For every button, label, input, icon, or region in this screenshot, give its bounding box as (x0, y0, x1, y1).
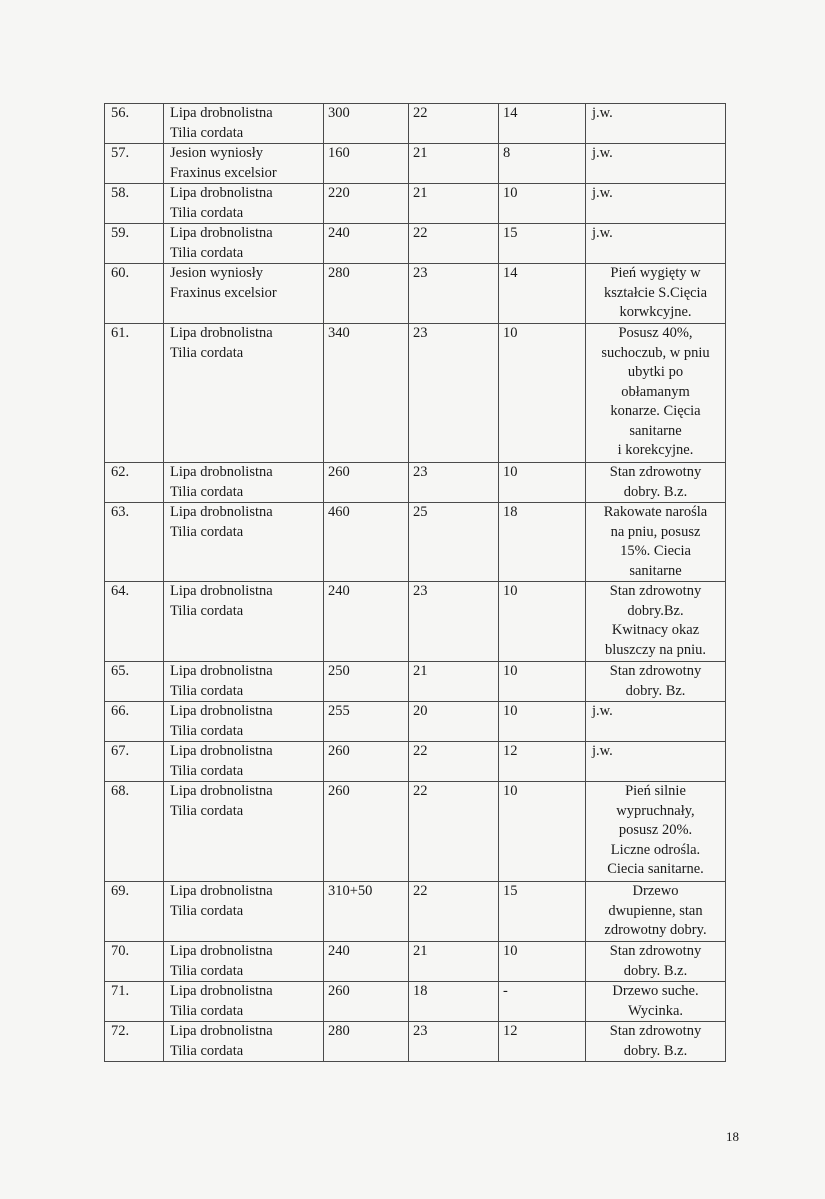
cell-value-1: 340 (324, 324, 409, 463)
note-line: wypruchnały, (616, 802, 695, 819)
table-row (105, 882, 726, 942)
species-latin-name: Tilia cordata (170, 483, 244, 500)
cell-value-3: 12 (499, 1022, 586, 1062)
cell-notes (586, 463, 726, 503)
cell-number: 58. (105, 184, 164, 224)
cell-species (164, 662, 324, 702)
cell-value-3: 10 (499, 324, 586, 463)
cell-value-3: 15 (499, 882, 586, 942)
note-line: j.w. (592, 185, 613, 201)
note-line: dobry. Bz. (625, 682, 686, 699)
table-row (105, 224, 726, 264)
species-polish-name: Lipa drobnolistna (170, 105, 273, 121)
species-latin-name: Fraxinus excelsior (170, 164, 277, 181)
note-line: Stan zdrowotny (609, 1023, 702, 1039)
cell-value-2: 22 (409, 742, 499, 782)
cell-species (164, 104, 324, 144)
cell-notes (586, 224, 726, 264)
cell-value-3: 18 (499, 503, 586, 582)
note-line: i korekcyjne. (617, 442, 694, 458)
note-line: Drzewo (632, 883, 679, 899)
note-line: j.w. (592, 225, 613, 241)
cell-notes (586, 1022, 726, 1062)
species-latin-name: Tilia cordata (170, 204, 244, 221)
cell-number: 66. (105, 702, 164, 742)
table-row (105, 104, 726, 144)
cell-species (164, 1022, 324, 1062)
cell-value-2: 23 (409, 582, 499, 662)
species-latin-name: Tilia cordata (170, 344, 244, 361)
note-line: j.w. (592, 145, 613, 161)
cell-notes (586, 782, 726, 882)
table-row (105, 782, 726, 882)
cell-value-3: 14 (499, 104, 586, 144)
table-row (105, 503, 726, 582)
note-line: dobry. B.z. (623, 1042, 688, 1059)
note-line: Ciecia sanitarne. (607, 861, 704, 877)
cell-notes (586, 324, 726, 463)
cell-species (164, 463, 324, 503)
cell-value-1: 310+50 (324, 882, 409, 942)
cell-value-2: 22 (409, 104, 499, 144)
cell-number: 69. (105, 882, 164, 942)
cell-species (164, 144, 324, 184)
species-latin-name: Tilia cordata (170, 244, 244, 261)
cell-value-1: 160 (324, 144, 409, 184)
cell-notes (586, 702, 726, 742)
species-polish-name: Lipa drobnolistna (170, 325, 273, 341)
cell-value-2: 23 (409, 1022, 499, 1062)
cell-number: 56. (105, 104, 164, 144)
cell-value-1: 280 (324, 1022, 409, 1062)
table-row (105, 662, 726, 702)
cell-number: 71. (105, 982, 164, 1022)
cell-value-2: 21 (409, 662, 499, 702)
cell-value-3: 10 (499, 582, 586, 662)
species-polish-name: Lipa drobnolistna (170, 943, 273, 959)
cell-value-1: 255 (324, 702, 409, 742)
species-polish-name: Lipa drobnolistna (170, 464, 273, 480)
note-line: Stan zdrowotny (609, 464, 702, 480)
note-line: j.w. (592, 703, 613, 719)
cell-species (164, 782, 324, 882)
cell-value-2: 21 (409, 144, 499, 184)
note-line: na pniu, posusz (610, 523, 701, 540)
cell-value-3: 15 (499, 224, 586, 264)
cell-species (164, 582, 324, 662)
cell-notes (586, 582, 726, 662)
table-row (105, 702, 726, 742)
table-row (105, 144, 726, 184)
note-line: sanitarne (629, 562, 682, 579)
note-line: dobry. B.z. (623, 962, 688, 979)
note-line: Wycinka. (627, 1002, 684, 1019)
cell-notes (586, 144, 726, 184)
cell-number: 63. (105, 503, 164, 582)
cell-value-1: 240 (324, 582, 409, 662)
cell-value-3: 10 (499, 702, 586, 742)
species-polish-name: Lipa drobnolistna (170, 504, 273, 520)
cell-value-3: 10 (499, 782, 586, 882)
table-row (105, 1022, 726, 1062)
cell-value-1: 260 (324, 782, 409, 882)
tree-inventory-table (104, 103, 726, 1062)
species-polish-name: Lipa drobnolistna (170, 983, 273, 999)
cell-species (164, 324, 324, 463)
cell-value-2: 21 (409, 942, 499, 982)
cell-species (164, 882, 324, 942)
cell-number: 68. (105, 782, 164, 882)
cell-value-1: 280 (324, 264, 409, 324)
cell-number: 67. (105, 742, 164, 782)
table-row (105, 742, 726, 782)
note-line: Posusz 40%, (618, 325, 693, 341)
species-polish-name: Jesion wyniosły (170, 265, 264, 281)
cell-value-1: 260 (324, 982, 409, 1022)
cell-notes (586, 104, 726, 144)
note-line: bluszczy na pniu. (604, 641, 707, 658)
cell-value-1: 260 (324, 742, 409, 782)
species-latin-name: Tilia cordata (170, 124, 244, 141)
species-latin-name: Tilia cordata (170, 1002, 244, 1019)
cell-value-2: 20 (409, 702, 499, 742)
species-polish-name: Jesion wyniosły (170, 145, 264, 161)
cell-value-3: - (499, 982, 586, 1022)
species-polish-name: Lipa drobnolistna (170, 743, 273, 759)
cell-species (164, 982, 324, 1022)
species-polish-name: Lipa drobnolistna (170, 1023, 273, 1039)
table-row (105, 463, 726, 503)
cell-value-3: 8 (499, 144, 586, 184)
species-latin-name: Tilia cordata (170, 1042, 244, 1059)
cell-value-1: 460 (324, 503, 409, 582)
note-line: 15%. Ciecia (620, 543, 691, 559)
cell-number: 57. (105, 144, 164, 184)
cell-value-1: 240 (324, 224, 409, 264)
species-latin-name: Tilia cordata (170, 902, 244, 919)
note-line: Pień silnie (625, 783, 686, 799)
cell-species (164, 184, 324, 224)
table-row (105, 582, 726, 662)
note-line: ubytki po (627, 364, 684, 380)
note-line: sanitarne (629, 422, 682, 439)
cell-value-3: 10 (499, 184, 586, 224)
note-line: Pień wygięty w (610, 265, 701, 281)
cell-species (164, 264, 324, 324)
table-row (105, 324, 726, 463)
table-row (105, 184, 726, 224)
cell-value-3: 10 (499, 942, 586, 982)
note-line: korwkcyjne. (619, 304, 692, 320)
cell-number: 59. (105, 224, 164, 264)
species-latin-name: Tilia cordata (170, 523, 244, 540)
species-polish-name: Lipa drobnolistna (170, 583, 273, 599)
cell-number: 72. (105, 1022, 164, 1062)
cell-value-3: 10 (499, 662, 586, 702)
cell-value-3: 14 (499, 264, 586, 324)
species-latin-name: Tilia cordata (170, 802, 244, 819)
cell-notes (586, 882, 726, 942)
table-row (105, 264, 726, 324)
cell-species (164, 942, 324, 982)
cell-value-2: 21 (409, 184, 499, 224)
cell-value-2: 25 (409, 503, 499, 582)
cell-value-2: 18 (409, 982, 499, 1022)
species-polish-name: Lipa drobnolistna (170, 225, 273, 241)
species-latin-name: Tilia cordata (170, 602, 244, 619)
cell-value-1: 220 (324, 184, 409, 224)
note-line: posusz 20%. (618, 822, 693, 838)
species-latin-name: Fraxinus excelsior (170, 284, 277, 301)
cell-notes (586, 264, 726, 324)
cell-value-1: 240 (324, 942, 409, 982)
note-line: Stan zdrowotny (609, 583, 702, 599)
cell-value-3: 10 (499, 463, 586, 503)
cell-notes (586, 942, 726, 982)
note-line: j.w. (592, 105, 613, 121)
note-line: Kwitnacy okaz (611, 622, 700, 638)
cell-species (164, 702, 324, 742)
cell-notes (586, 184, 726, 224)
cell-value-2: 22 (409, 224, 499, 264)
cell-notes (586, 662, 726, 702)
species-polish-name: Lipa drobnolistna (170, 783, 273, 799)
cell-value-2: 23 (409, 264, 499, 324)
table-row (105, 942, 726, 982)
note-line: Liczne odrośla. (610, 841, 701, 858)
cell-number: 64. (105, 582, 164, 662)
cell-value-2: 22 (409, 782, 499, 882)
cell-value-2: 23 (409, 463, 499, 503)
species-polish-name: Lipa drobnolistna (170, 185, 273, 201)
cell-value-1: 260 (324, 463, 409, 503)
note-line: obłamanym (621, 383, 690, 400)
cell-number: 65. (105, 662, 164, 702)
cell-value-2: 22 (409, 882, 499, 942)
note-line: konarze. Cięcia (610, 403, 701, 419)
note-line: Stan zdrowotny (609, 663, 702, 679)
cell-species (164, 224, 324, 264)
note-line: kształcie S.Cięcia (603, 284, 708, 301)
note-line: zdrowotny dobry. (604, 922, 707, 938)
species-latin-name: Tilia cordata (170, 762, 244, 779)
note-line: Stan zdrowotny (609, 943, 702, 959)
species-latin-name: Tilia cordata (170, 682, 244, 699)
page-number: 18 (726, 1129, 739, 1144)
cell-number: 62. (105, 463, 164, 503)
note-line: suchoczub, w pniu (601, 344, 710, 361)
species-latin-name: Tilia cordata (170, 722, 244, 739)
cell-number: 61. (105, 324, 164, 463)
cell-number: 60. (105, 264, 164, 324)
species-polish-name: Lipa drobnolistna (170, 663, 273, 679)
note-line: Drzewo suche. (612, 983, 699, 999)
note-line: dobry. B.z. (623, 483, 688, 500)
note-line: dobry.Bz. (627, 602, 684, 619)
cell-value-1: 300 (324, 104, 409, 144)
note-line: j.w. (592, 743, 613, 759)
cell-notes (586, 742, 726, 782)
cell-value-3: 12 (499, 742, 586, 782)
cell-species (164, 742, 324, 782)
species-polish-name: Lipa drobnolistna (170, 703, 273, 719)
species-polish-name: Lipa drobnolistna (170, 883, 273, 899)
note-line: Rakowate narośla (603, 504, 708, 520)
species-latin-name: Tilia cordata (170, 962, 244, 979)
table-row (105, 982, 726, 1022)
note-line: dwupienne, stan (608, 902, 703, 919)
cell-species (164, 503, 324, 582)
cell-notes (586, 982, 726, 1022)
cell-number: 70. (105, 942, 164, 982)
cell-notes (586, 503, 726, 582)
table-body (105, 104, 726, 1062)
cell-value-2: 23 (409, 324, 499, 463)
cell-value-1: 250 (324, 662, 409, 702)
